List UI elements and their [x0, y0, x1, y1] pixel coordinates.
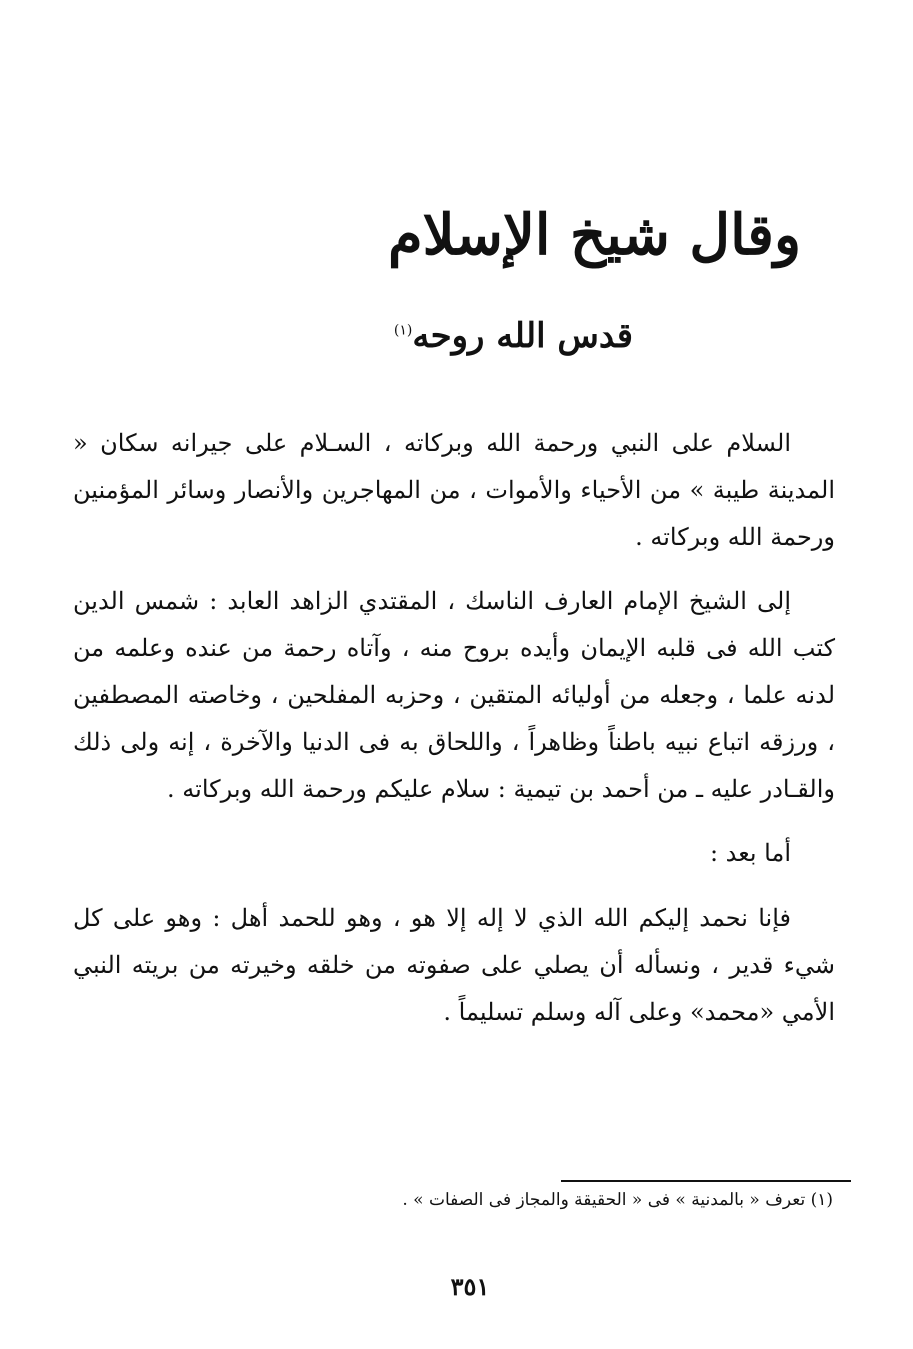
page-subtitle [303, 318, 633, 355]
paragraph-praise: فإنا نحمد إليكم الله الذي لا إله إلا هو ، وهو للحمد أهل : وهو على كل شيء قدير ، ونسأله أن يصلي على صفوته من خلقه وخيرته من بريته النبي الأمي «محمد» وعلى آله وسلم تسليماً . [73, 904, 835, 1026]
footnote: (١) تعرف « بالمدنية » فى « الحقيقة والمجاز فى الصفات » . [402, 1190, 833, 1210]
paragraph-greeting: السلام على النبي ورحمة الله وبركاته ، السـلام على جيرانه سكان « المدينة طيبة » من الأحياء والأموات ، من المهاجرين والأنصار وسائر المؤمنين ورحمة الله وبركاته . [73, 429, 835, 551]
subtitle-text: قدس الله روحه [412, 316, 633, 356]
paragraph-address: إلى الشيخ الإمام العارف الناسك ، المقتدي الزاهد العابد : شمس الدين كتب الله فى قلبه الإيمان وأيده بروح منه ، وآتاه رحمة من عنده وعلمه من لدنه علما ، وجعله من أوليائه المتقين ، وحزبه المفلحين ، وخاصته المصطفين ، ورزقه اتباع نبيه باطناً وظاهراً ، واللحاق به فى الدنيا والآخرة ، إنه ولى ذلك والقـادر عليه ـ من أحمد بن تيمية : سلام عليكم ورحمة الله وبركاته . [73, 587, 835, 803]
footnote-divider [561, 1180, 851, 1182]
page-title: وقال شيخ الإسلام [387, 202, 801, 268]
body-text [73, 420, 835, 1054]
footnote-marker: (١) [393, 322, 413, 339]
page-number: ٣٥١ [450, 1272, 490, 1301]
paragraph-amma-bad: أما بعد : [709, 839, 791, 868]
